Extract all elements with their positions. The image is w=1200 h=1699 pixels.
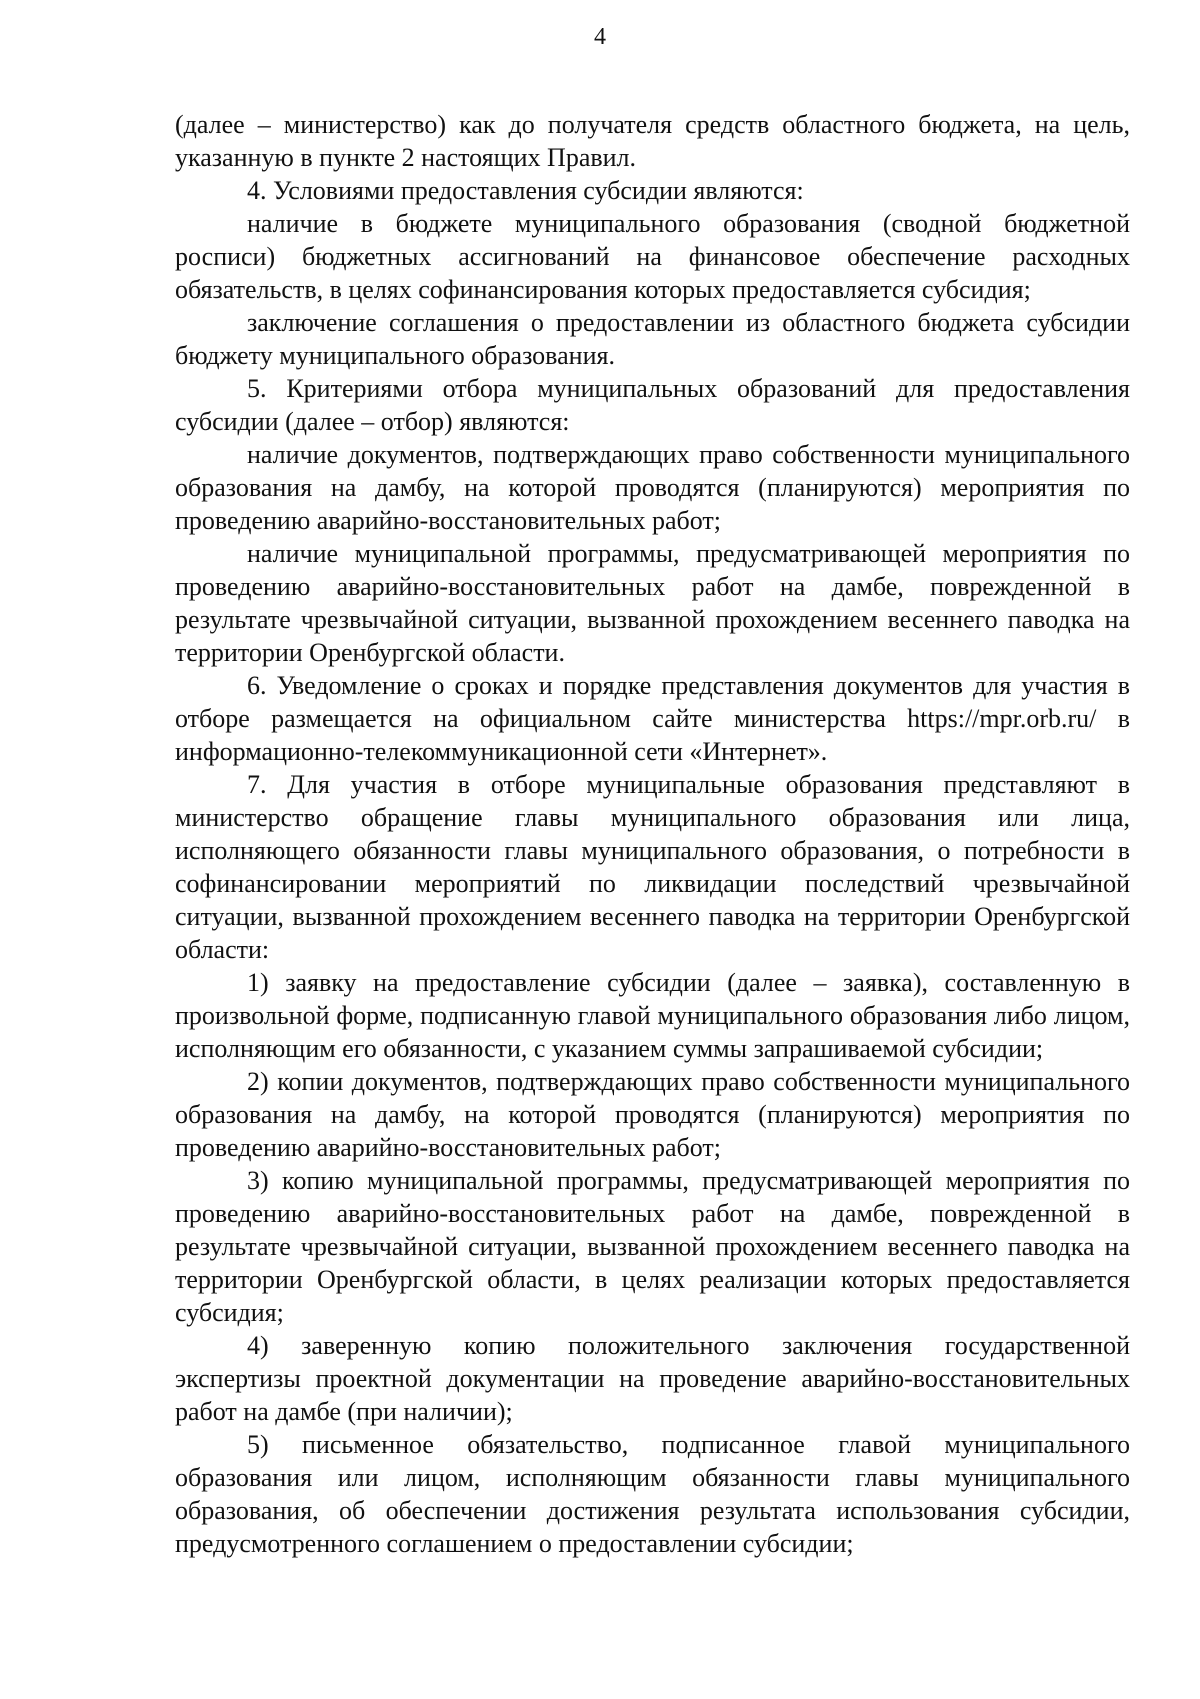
paragraph-continuation: (далее – министерство) как до получателя средств областного бюджета, на цель, указанную в пункте 2 настоящих Правил. xyxy=(175,110,1130,172)
list-item-3: 3) копию муниципальной программы, предусматривающей мероприятия по проведению аварийно-восстановительных работ на дамбе, поврежденной в результате чрезвычайной ситуации, вызванной прохождением весеннего паводка на территории Оренбургской области, в целях реализации которых предоставляется субсидия; xyxy=(175,1166,1130,1327)
document-body xyxy=(175,108,1130,1560)
paragraph-criterion-program: наличие муниципальной программы, предусматривающей мероприятия по проведению аварийно-восстановительных работ на дамбе, поврежденной в результате чрезвычайной ситуации, вызванной прохождением весеннего паводка на территории Оренбургской области. xyxy=(175,539,1130,667)
paragraph-item-7: 7. Для участия в отборе муниципальные образования представляют в министерство обращение главы муниципального образования или лица, исполняющего обязанности главы муниципального образования, о потребности в софинансировании мероприятий по ликвидации последствий чрезвычайной ситуации, вызванной прохождением весеннего паводка на территории Оренбургской области: xyxy=(175,770,1130,964)
paragraph-condition-budget: наличие в бюджете муниципального образования (сводной бюджетной росписи) бюджетных ассигнований на финансовое обеспечение расходных обязательств, в целях софинансирования которых предоставляется субсидия; xyxy=(175,209,1130,304)
list-item-1: 1) заявку на предоставление субсидии (далее – заявка), составленную в произвольной форме, подписанную главой муниципального образования либо лицом, исполняющим его обязанности, с указанием суммы запрашиваемой субсидии; xyxy=(175,968,1130,1063)
paragraph-item-6: 6. Уведомление о сроках и порядке представления документов для участия в отборе размещается на официальном сайте министерства https://mpr.orb.ru/ в информационно-телекоммуникационной сети «Интернет». xyxy=(175,671,1130,766)
paragraph-item-5: 5. Критериями отбора муниципальных образований для предоставления субсидии (далее – отбор) являются: xyxy=(175,374,1130,436)
paragraph-condition-agreement: заключение соглашения о предоставлении из областного бюджета субсидии бюджету муниципального образования. xyxy=(175,308,1130,370)
page-number: 4 xyxy=(594,24,606,50)
list-item-2: 2) копии документов, подтверждающих право собственности муниципального образования на дамбу, на которой проводятся (планируются) мероприятия по проведению аварийно-восстановительных работ; xyxy=(175,1067,1130,1162)
paragraph-criterion-ownership: наличие документов, подтверждающих право собственности муниципального образования на дамбу, на которой проводятся (планируются) мероприятия по проведению аварийно-восстановительных работ; xyxy=(175,440,1130,535)
paragraph-item-4: 4. Условиями предоставления субсидии являются: xyxy=(247,176,804,205)
list-item-4: 4) заверенную копию положительного заключения государственной экспертизы проектной документации на проведение аварийно-восстановительных работ на дамбе (при наличии); xyxy=(175,1331,1130,1426)
list-item-5: 5) письменное обязательство, подписанное главой муниципального образования или лицом, исполняющим обязанности главы муниципального образования, об обеспечении достижения результата использования субсидии, предусмотренного соглашением о предоставлении субсидии; xyxy=(175,1430,1130,1558)
